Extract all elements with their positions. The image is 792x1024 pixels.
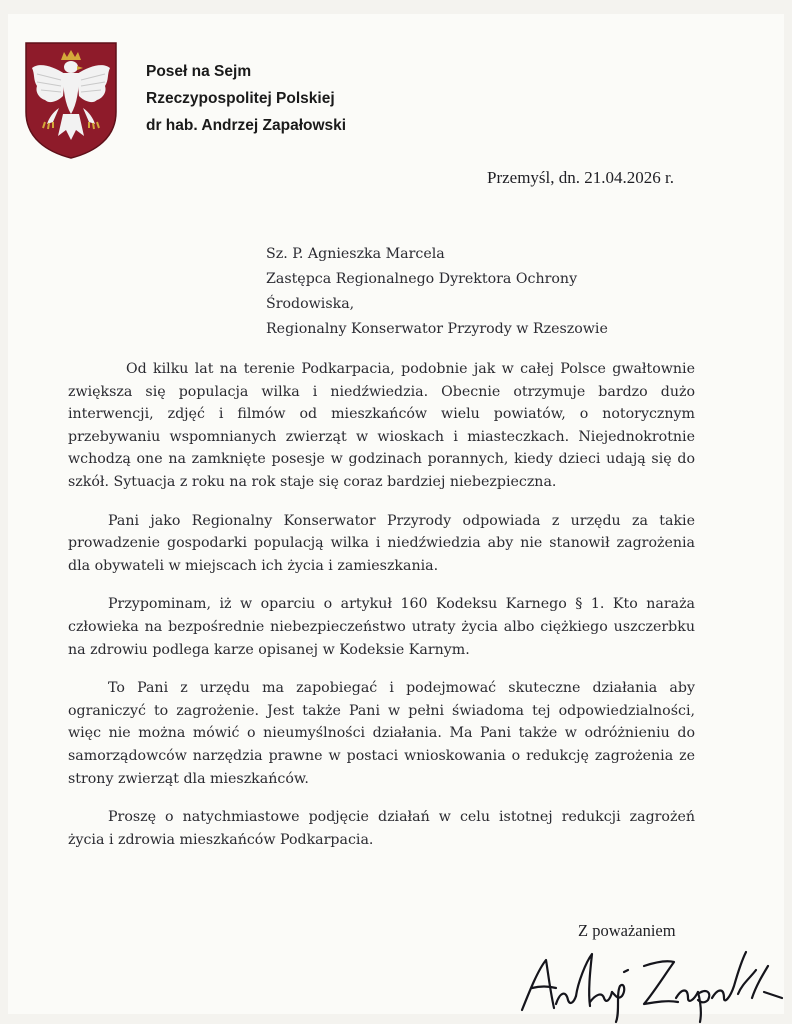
body-paragraph: Od kilku lat na terenie Podkarpacia, podobnie jak w całej Polsce gwałtownie zwiększa się populacja wilka i niedźwiedzia. Obecnie otrzymuje bardzo dużo interwencji, zdjęć i filmów od mieszkańców wielu powiatów, o notorycznym przebywaniu wspomnianych zwierząt w wioskach i miasteczkach. Niejednokrotnie wchodzą one na zamknięte posesje w godzinach porannych, kiedy dzieci udają się do szkół. Sytuacja z roku na rok staje się coraz bardziej niebezpieczna.	[68, 361, 695, 490]
recipient-name: Sz. P. Agnieszka Marcela	[266, 246, 445, 262]
recipient-position-cont: Środowiska,	[266, 296, 355, 312]
letterhead	[146, 58, 346, 139]
recipient-block	[266, 242, 608, 342]
letter-page	[8, 14, 784, 1014]
recipient-role: Regionalny Konserwator Przyrody w Rzeszowie	[266, 321, 608, 337]
sender-title-line2: Rzeczypospolitej Polskiej	[146, 90, 335, 107]
letter-date: Przemyśl, dn. 21.04.2026 r.	[487, 168, 674, 187]
handwritten-signature	[516, 942, 784, 1024]
body-paragraph: Pani jako Regionalny Konserwator Przyrody odpowiada z urzędu za takie prowadzenie gospodarki populacją wilka i niedźwiedzia aby nie stanowił zagrożenia dla obywateli w miejscach ich życia i zamieszkania.	[68, 512, 695, 574]
sender-name: dr hab. Andrzej Zapałowski	[146, 117, 347, 134]
recipient-position: Zastępca Regionalnego Dyrektora Ochrony	[266, 271, 578, 287]
sender-title-line1: Poseł na Sejm	[146, 63, 252, 80]
closing-salutation: Z poważaniem	[578, 921, 676, 940]
body-paragraph: Przypominam, iż w oparciu o artykuł 160 Kodeksu Karnego § 1. Kto naraża człowieka na bezpośrednie niebezpieczeństwo utraty życia albo ciężkiego uszczerbku na zdrowiu podlega karze opisanej w Kodeksie Karnym.	[68, 596, 695, 658]
body-paragraph: Proszę o natychmiastowe podjęcie działań w celu istotnej redukcji zagrożeń życia i zdrowia mieszkańców Podkarpacia.	[68, 809, 695, 848]
letter-body	[68, 358, 695, 867]
polish-eagle-emblem-icon	[23, 40, 119, 160]
body-paragraph: To Pani z urzędu ma zapobiegać i podejmować skuteczne działania aby ograniczyć to zagrożenie. Jest także Pani w pełni świadoma tej odpowiedzialności, więc nie można mówić o nieumyślności działania. Ma Pani także w odróżnieniu do samorządowców narzędzia prawne w postaci wnioskowania o redukcję zagrożenia ze strony zwierząt dla mieszkańców.	[68, 680, 695, 787]
